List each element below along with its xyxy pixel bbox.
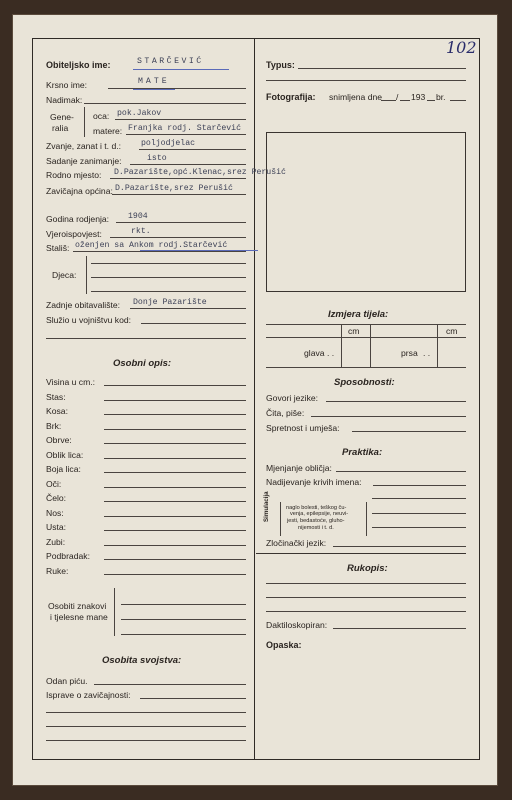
cm-label-chest: cm xyxy=(446,326,458,336)
home-municipality-label: Zavičajna općina: xyxy=(46,186,113,196)
description-field-line xyxy=(104,574,246,575)
handwritten-number: 102 xyxy=(446,38,477,57)
abilities-title: Sposobnosti: xyxy=(334,377,395,388)
military-label: Služio u vojništvu kod: xyxy=(46,315,132,325)
last-residence-line xyxy=(130,308,246,309)
documents-line-4 xyxy=(46,740,246,741)
generalia-label-1: Gene- xyxy=(50,112,74,122)
photo-number-line xyxy=(450,100,466,101)
description-field-line xyxy=(104,530,246,531)
description-field-line xyxy=(104,429,246,430)
birthplace-line xyxy=(110,178,246,179)
special-marks-label-2: i tjelesne mane xyxy=(50,612,108,622)
religion-line xyxy=(110,237,246,238)
handwriting-line-3 xyxy=(266,611,466,612)
simulation-line-1 xyxy=(372,498,466,499)
description-field-line xyxy=(104,487,246,488)
description-field-label: Visina u cm.: xyxy=(46,377,96,387)
photo-text: snimljena dne xyxy=(329,92,383,102)
occupation-label: Zvanje, zanat i t. d.: xyxy=(46,141,121,151)
description-field-label: Usta: xyxy=(46,522,67,532)
description-field-line xyxy=(104,545,246,546)
personal-description-title: Osobni opis: xyxy=(113,358,172,369)
special-marks-line-3 xyxy=(121,634,246,635)
nickname-label: Nadimak: xyxy=(46,95,83,105)
typus-line-2 xyxy=(266,80,466,81)
description-field-line xyxy=(104,559,246,560)
marital-status-label: Stališ: xyxy=(46,243,70,253)
home-municipality-value: D.Pazarište,srez Perušić xyxy=(115,184,233,193)
religion-label: Vjeroispovjest: xyxy=(46,229,102,239)
head-label: glava xyxy=(304,348,325,358)
birth-year-line xyxy=(116,222,246,223)
description-field-label: Oči: xyxy=(46,479,62,489)
description-field-line xyxy=(104,414,246,415)
special-marks-line-1 xyxy=(121,604,246,605)
description-field-label: Ruke: xyxy=(46,566,69,576)
given-name-underline xyxy=(133,89,175,90)
photo-label: Fotografija: xyxy=(266,92,316,102)
children-label: Djeca: xyxy=(52,270,77,280)
description-field-line xyxy=(104,443,246,444)
documents-line-3 xyxy=(46,726,246,727)
special-marks-brace xyxy=(114,588,115,636)
simulation-brace-left xyxy=(280,502,281,536)
cm-label-head: cm xyxy=(348,326,360,336)
measure-bottom-line xyxy=(266,367,466,368)
drinking-line xyxy=(94,684,246,685)
handwriting-title: Rukopis: xyxy=(347,563,388,574)
languages-line xyxy=(326,401,466,402)
handwriting-line-2 xyxy=(266,597,466,598)
birth-year-label: Godina rodjenja: xyxy=(46,214,110,224)
given-name-line xyxy=(108,88,246,89)
description-field-label: Stas: xyxy=(46,392,66,402)
surname-underline xyxy=(133,69,229,70)
photo-year: 193 xyxy=(411,92,426,102)
chest-label: prsa xyxy=(401,348,418,358)
photo-year-line xyxy=(427,100,435,101)
drinking-label: Odan piću. xyxy=(46,676,88,686)
description-field-label: Čelo: xyxy=(46,493,67,503)
column-divider xyxy=(254,38,255,760)
photo-month-line xyxy=(400,100,410,101)
crime-language-label: Zločinački jezik: xyxy=(266,538,327,548)
description-field-line xyxy=(104,458,246,459)
birthplace-label: Rodno mjesto: xyxy=(46,170,102,180)
children-line-2 xyxy=(91,277,246,278)
description-field-label: Kosa: xyxy=(46,406,68,416)
photo-br: br. xyxy=(436,92,446,102)
description-field-label: Brk: xyxy=(46,421,62,431)
measure-col-3 xyxy=(437,324,438,367)
description-field-line xyxy=(104,472,246,473)
simulation-brace-right xyxy=(366,502,367,536)
traits-title: Osobita svojstva: xyxy=(102,655,182,666)
crime-language-line xyxy=(333,546,466,547)
read-write-label: Čita, piše: xyxy=(266,408,305,418)
generalia-brace xyxy=(84,107,85,137)
measure-top-line xyxy=(266,324,466,325)
nickname-line xyxy=(84,103,246,104)
description-field-label: Podbradak: xyxy=(46,551,90,561)
father-value: pok.Jakov xyxy=(117,109,162,118)
measure-col-2 xyxy=(370,324,371,367)
children-brace xyxy=(86,256,87,294)
father-label: oca: xyxy=(93,111,110,121)
religion-value: rkt. xyxy=(131,227,151,236)
simulation-text-1: naglo bolesti, teškog ču- xyxy=(286,505,347,511)
simulation-line-3 xyxy=(372,527,466,528)
skills-label: Spretnost i umješa: xyxy=(266,423,340,433)
description-field-line xyxy=(104,501,246,502)
mother-value: Franjka rodj. Starčević xyxy=(128,124,242,133)
current-occupation-line xyxy=(130,164,246,165)
false-names-label: Nadijevanje krivih imena: xyxy=(266,477,362,487)
description-field-label: Obrve: xyxy=(46,435,72,445)
special-marks-label-1: Osobiti znakovi xyxy=(48,601,107,611)
photo-day-line xyxy=(381,100,396,101)
given-name-label: Krsno ime: xyxy=(46,80,88,90)
simulation-text-2: venja, epilepsije, neuvi- xyxy=(290,511,349,517)
surname-value: STARČEVIĆ xyxy=(137,57,204,66)
measure-mid-line xyxy=(266,337,466,338)
surname-label: Obiteljsko ime: xyxy=(46,60,111,70)
skills-line xyxy=(352,431,466,432)
military-line xyxy=(141,323,246,324)
generalia-label-2: ralia xyxy=(52,123,69,133)
description-field-line xyxy=(104,516,246,517)
special-marks-line-2 xyxy=(121,619,246,620)
face-change-line xyxy=(336,471,466,472)
mother-line xyxy=(126,134,246,135)
dactyloscopied-label: Daktiloskopiran: xyxy=(266,620,328,630)
documents-line xyxy=(140,698,246,699)
read-write-line xyxy=(311,416,466,417)
current-occupation-label: Sadanje zanimanje: xyxy=(46,156,122,166)
mother-label: matere: xyxy=(93,126,123,136)
children-line-1 xyxy=(91,263,246,264)
marital-status-value: oženjen sa Ankom rodj.Starčević xyxy=(75,241,228,250)
measure-col-1 xyxy=(341,324,342,367)
dactyloscopied-line xyxy=(333,628,466,629)
documents-label: Isprave o zavičajnosti: xyxy=(46,690,131,700)
languages-label: Govori jezike: xyxy=(266,393,319,403)
simulation-text-3: jesti, bedastoće, gluho- xyxy=(287,518,345,524)
marital-status-line xyxy=(73,251,246,252)
father-line xyxy=(115,119,246,120)
children-line-3 xyxy=(91,291,246,292)
simulation-text-4: nijemosti i t. d. xyxy=(298,525,334,531)
current-occupation-value: isto xyxy=(147,154,167,163)
description-field-line xyxy=(104,385,246,386)
remark-title: Opaska: xyxy=(266,640,302,650)
description-field-label: Nos: xyxy=(46,508,64,518)
documents-line-2 xyxy=(46,712,246,713)
photo-box xyxy=(266,132,466,292)
false-names-line xyxy=(373,485,466,486)
occupation-line xyxy=(139,149,246,150)
body-measurements-title: Izmjera tijela: xyxy=(328,309,389,320)
description-field-label: Boja lica: xyxy=(46,464,81,474)
description-field-label: Oblik lica: xyxy=(46,450,84,460)
home-municipality-line xyxy=(112,194,246,195)
last-residence-value: Donje Pazarište xyxy=(133,298,207,307)
simulation-label: Simulacija xyxy=(263,491,270,522)
occupation-value: poljodjelac xyxy=(141,139,196,148)
photo-slash: / xyxy=(396,92,399,102)
military-line-2 xyxy=(46,338,246,339)
given-name-value: MATE xyxy=(138,77,170,86)
handwriting-line-1 xyxy=(266,583,466,584)
birth-year-value: 1904 xyxy=(128,212,148,221)
description-field-label: Zubi: xyxy=(46,537,66,547)
last-residence-label: Zadnje obitavalište: xyxy=(46,300,121,310)
face-change-label: Mjenjanje obličja: xyxy=(266,463,332,473)
typus-line xyxy=(298,68,466,69)
description-field-line xyxy=(104,400,246,401)
section-divider xyxy=(256,553,466,554)
typus-label: Typus: xyxy=(266,60,295,70)
practice-title: Praktika: xyxy=(342,447,383,458)
birthplace-value: D.Pazarište,opć.Klenac,srez Perušić xyxy=(114,168,286,177)
marital-status-underline xyxy=(140,250,258,251)
simulation-line-2 xyxy=(372,513,466,514)
